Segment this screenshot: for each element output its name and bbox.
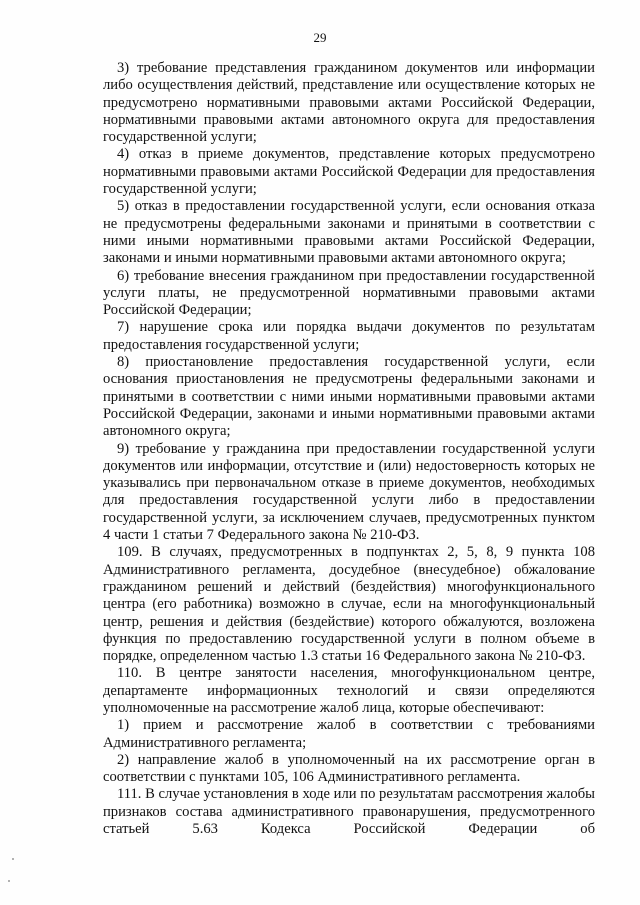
page-number: 29 [313,30,327,45]
paragraph-clause-111: 111. В случае установления в ходе или по результатам рассмотрения жалобы признаков состава административного правонарушения, предусмотренного статьей 5.63 Кодекса Российской Федерации об [103,786,595,838]
paragraph-item-8: 8) приостановление предоставления государственной услуги, если основания приостановления не предусмотрены федеральными законами и принятыми в соответствии с ними иными нормативными правовыми актами Российской Федерации, законами и иными нормативными правовыми актами автономного округа; [103,354,595,440]
paragraph-clause-109: 109. В случаях, предусмотренных в подпунктах 2, 5, 8, 9 пункта 108 Административного регламента, досудебное (внесудебное) обжалование гражданином решений и действий (бездействия) многофункционального центра (его работника) возможно в случае, если на многофункциональный центр, решения и действия (бездействие) которого обжалуются, возложена функция по предоставлению государственной услуги в полном объеме в порядке, определенном частью 1.3 статьи 16 Федерального закона № 210-ФЗ. [103,544,595,665]
paragraph-clause-110-item-2: 2) направление жалоб в уполномоченный на их рассмотрение орган в соответствии с пунктами 105, 106 Административного регламента. [103,751,595,786]
scan-speck [8,880,10,882]
paragraph-item-3: 3) требование представления гражданином документов или информации либо осуществления действий, представление или осуществление которых не предусмотрено нормативными правовыми актами Российской Федерации, нормативными правовыми актами автономного округа для предоставления государственной услуги; [103,60,595,146]
scan-speck [12,858,14,860]
paragraph-item-5: 5) отказ в предоставлении государственной услуги, если основания отказа не предусмотрены федеральными законами и принятыми в соответствии с ними иными нормативными правовыми актами Российской Федерации, законами и иными нормативными правовыми актами автономного округа; [103,198,595,267]
paragraph-item-7: 7) нарушение срока или порядка выдачи документов по результатам предоставления государственной услуги; [103,319,595,353]
paragraph-item-6: 6) требование внесения гражданином при предоставлении государственной услуги платы, не предусмотренной нормативными правовыми актами Российской Федерации; [103,267,595,319]
paragraph-clause-110: 110. В центре занятости населения, многофункциональном центре, департаменте информационных технологий и связи определяются уполномоченные на рассмотрение жалоб лица, которые обеспечивают: [103,665,595,716]
document-body [103,60,595,838]
paragraph-clause-110-item-1: 1) прием и рассмотрение жалоб в соответствии с требованиями Административного регламента; [103,717,595,751]
paragraph-item-4: 4) отказ в приеме документов, представление которых предусмотрено нормативными правовыми актами Российской Федерации для предоставления государственной услуги; [103,146,595,198]
paragraph-item-9: 9) требование у гражданина при предоставлении государственной услуги документов или информации, отсутствие и (или) недостоверность которых не указывались при первоначальном отказе в приеме документов, необходимых для предоставления государственной услуги либо в предоставлении государственной услуги, за исключением случаев, предусмотренных пунктом 4 части 1 статьи 7 Федерального закона № 210-ФЗ. [103,440,595,544]
